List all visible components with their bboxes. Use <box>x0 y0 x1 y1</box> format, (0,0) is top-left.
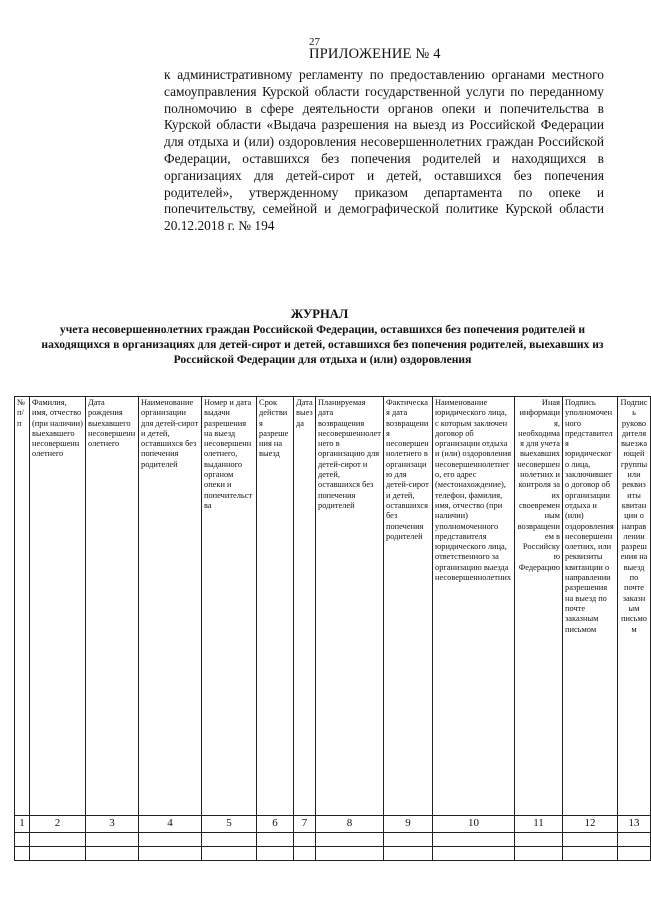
journal-subtitle: учета несовершеннолетних граждан Российской Федерации, оставшихся без попечения родителей и находящихся в организациях для детей-сирот и детей, оставшихся без попечения родителей, выехавших из Российской Федерации для отдыха и (или) оздоровления <box>41 323 604 366</box>
header-cell: Дата рождения выехавшего несовершеннолетнего <box>86 397 139 816</box>
header-cell: Подпись уполномоченного представителя юридического лица, заключившего договор об организации отдыха и (или) оздоровления несовершеннолетних, или реквизиты квитанции о направлении разрешения на выезд по почте заказным письмом <box>563 397 618 816</box>
header-cell: Планируемая дата возвращения несовершеннолетнего в организацию для детей-сирот и детей, оставшихся без попечения родителей <box>316 397 384 816</box>
column-number-row <box>15 816 651 833</box>
appendix-title: ПРИЛОЖЕНИЕ № 4 <box>309 46 441 62</box>
column-number-cell: 12 <box>563 816 618 833</box>
header-cell: Фактическая дата возвращения несовершеннолетнего в организацию для детей-сирот и детей, оставшихся без попечения родителей <box>384 397 433 816</box>
column-number-cell: 10 <box>433 816 515 833</box>
header-cell: Фамилия, имя, отчество (при наличии) выехавшего несовершеннолетнего <box>30 397 86 816</box>
header-cell: № п/п <box>15 397 30 816</box>
journal-title: ЖУРНАЛ <box>290 307 349 321</box>
empty-table-row <box>15 833 651 847</box>
column-number-cell: 3 <box>86 816 139 833</box>
column-number-cell: 2 <box>30 816 86 833</box>
column-number-cell: 11 <box>515 816 563 833</box>
header-cell: Иная информация, необходимая для учета выехавших несовершеннолетних и контроля за их своевременным возвращением в Российскую Федерацию <box>515 397 563 816</box>
page-number: 27 <box>309 36 320 48</box>
header-cell: Наименование юридического лица, с которым заключен договор об организации отдыха и (или) оздоровления несовершеннолетнего, его адрес (местонахождение), телефон, фамилия, имя, отчество (при наличии) уполномоченного представителя юридического лица, ответственного за организацию выезда несовершеннолетних <box>433 397 515 816</box>
column-number-cell: 7 <box>294 816 316 833</box>
header-cell: Дата выезда <box>294 397 316 816</box>
column-number-cell: 13 <box>618 816 651 833</box>
table-header-row <box>15 397 651 816</box>
header-cell: Подпись руководителя выезжающей группы или реквизиты квитанции о направлении разрешения на выезд по почте заказным письмом <box>618 397 651 816</box>
intro-paragraph: к административному регламенту по предоставлению органами местного самоуправления Курской области государственной услуги по переданному полномочию в сфере деятельности органов опеки и попечительства в Курской области «Выдача разрешения на выезд из Российской Федерации для отдыха и (или) оздоровления несовершеннолетних граждан Российской Федерации, оставшихся без попечения родителей и находящихся в организациях для детей-сирот и детей, оставшихся без попечения родителей», утвержденному приказом департамента по опеке и попечительству, семейной и демографической политике Курской области 20.12.2018 г. № 194 <box>164 67 604 234</box>
column-number-cell: 4 <box>139 816 202 833</box>
column-number-cell: 5 <box>202 816 257 833</box>
column-number-cell: 9 <box>384 816 433 833</box>
empty-table-row <box>15 847 651 861</box>
header-cell: Наименование организации для детей-сирот и детей, оставшихся без попечения родителей <box>139 397 202 816</box>
journal-table <box>14 396 651 861</box>
column-number-cell: 1 <box>15 816 30 833</box>
column-number-cell: 6 <box>257 816 294 833</box>
column-number-cell: 8 <box>316 816 384 833</box>
header-cell: Номер и дата выдачи разрешения на выезд несовершеннолетнего, выданного органом опеки и попечительства <box>202 397 257 816</box>
header-cell: Срок действия разрешения на выезд <box>257 397 294 816</box>
